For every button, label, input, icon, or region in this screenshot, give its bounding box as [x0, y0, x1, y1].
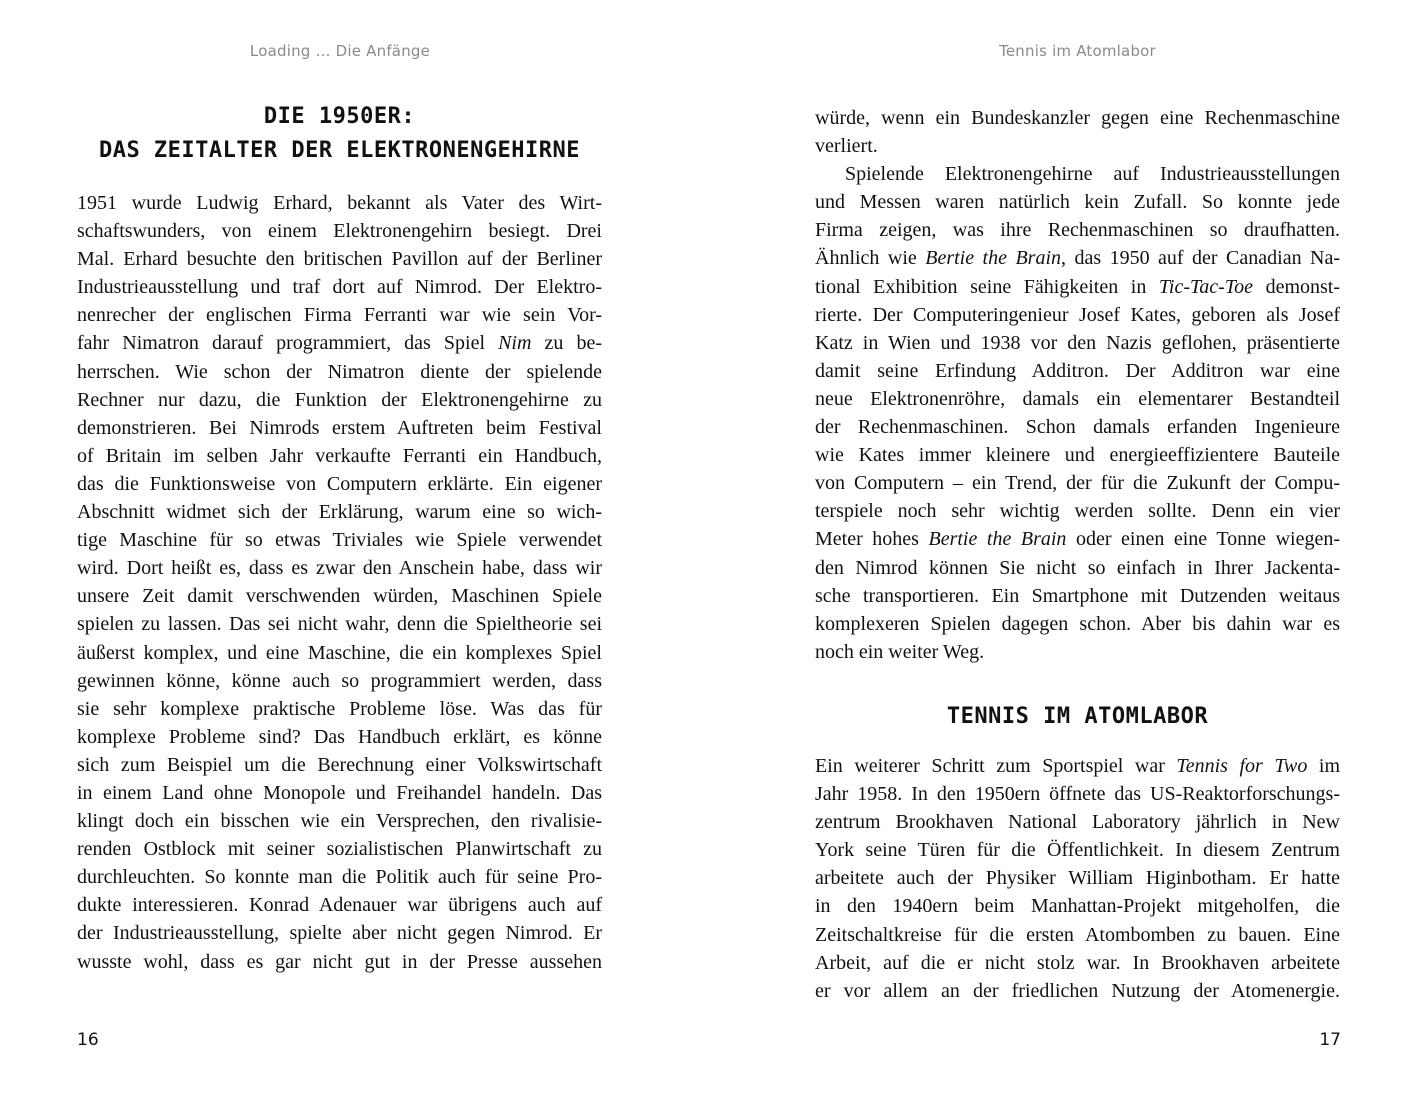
text-line: äußerst komplex, und eine Maschine, die ein komplexes Spiel: [77, 641, 602, 664]
text-line: Mal. Erhard besuchte den britischen Pavillon auf der Berliner: [77, 248, 602, 271]
text-line: sie sehr komplexe praktische Probleme löse. Was das für: [77, 697, 602, 720]
text-line: unsere Zeit damit verschwenden würden, Maschinen Spiele: [77, 585, 602, 608]
text-segment: im: [1307, 755, 1341, 777]
text-line: Arbeit, auf die er nicht stolz war. In Brookhaven arbeitete: [815, 951, 1340, 974]
text-line: Katz in Wien und 1938 vor den Nazis geflohen, präsentierte: [815, 331, 1340, 354]
text-line: damit seine Erfindung Additron. Der Additron war eine: [815, 359, 1340, 382]
text-line: Industrieausstellung und traf dort auf Nimrod. Der Elektro-: [77, 276, 602, 299]
text-line: den Nimrod können Sie nicht so einfach in Ihrer Jackenta-: [815, 556, 1340, 579]
text-line: gewinnen könne, könne auch so programmiert werden, dass: [77, 669, 602, 692]
chapter-heading-line-2: DAS ZEITALTER DER ELEKTRONENGEHIRNE: [98, 138, 581, 163]
text-segment: zu be-: [531, 332, 602, 355]
text-line: Spielende Elektronengehirne auf Industrieausstellungen: [845, 163, 1340, 186]
text-line: York seine Türen für die Öffentlichkeit. In diesem Zentrum: [815, 839, 1340, 862]
text-line: zentrum Brookhaven National Laboratory jährlich in New: [815, 811, 1340, 834]
text-line: Firma zeigen, was ihre Rechenmaschinen so draufhatten.: [815, 219, 1340, 242]
text-line: komplexeren Spielen dagegen schon. Aber bis dahin war es: [815, 612, 1340, 635]
text-segment: oder einen eine Tonne wiegen-: [1066, 528, 1340, 551]
section-heading: TENNIS IM ATOMLABOR: [946, 704, 1209, 729]
text-line: arbeitete auch der Physiker William Higinbotham. Er hatte: [815, 867, 1340, 890]
text-line: er vor allem an der friedlichen Nutzung der Atomenergie.: [815, 979, 1340, 1002]
text-line: sche transportieren. Ein Smartphone mit Dutzenden weitaus: [815, 584, 1340, 607]
text-line: das die Funktionsweise von Computern erklärte. Ein eigener: [77, 472, 602, 495]
italic-title: Tennis for Two: [1176, 755, 1308, 777]
text-segment: Ein weiterer Schritt zum Sportspiel war: [815, 755, 1177, 777]
text-line: von Computern – ein Trend, der für die Zukunft der Compu-: [815, 472, 1340, 495]
text-line: wusste wohl, dass es gar nicht gut in der Presse aussehen: [77, 950, 602, 973]
text-line: [815, 244, 1340, 272]
text-line: [815, 273, 1340, 301]
italic-title: Bertie the Brain: [925, 247, 1062, 270]
text-line: herrschen. Wie schon der Nimatron diente der spielende: [77, 360, 602, 383]
text-line: klingt doch ein bisschen wie ein Versprechen, den rivalisie-: [77, 810, 602, 833]
text-line: wird. Dort heißt es, dass es zwar den Anschein habe, dass wir: [77, 557, 602, 580]
italic-title: Bertie the Brain: [928, 528, 1067, 551]
text-line: der Industrieausstellung, spielte aber nicht gegen Nimrod. Er: [77, 922, 602, 945]
italic-title: Tic-Tac-Toe: [1158, 275, 1253, 298]
italic-title: Nim: [498, 332, 532, 355]
text-line: of Britain im selben Jahr verkaufte Ferranti ein Handbuch,: [77, 444, 602, 467]
text-line: [77, 329, 602, 357]
chapter-heading-line-1: DIE 1950ER:: [263, 104, 416, 129]
text-line: dukte interessieren. Konrad Adenauer war übrigens auch auf: [77, 894, 602, 917]
text-line: 1951 wurde Ludwig Erhard, bekannt als Vater des Wirt-: [77, 192, 602, 214]
text-line: renden Ostblock mit seiner sozialistischen Planwirtschaft zu: [77, 838, 602, 861]
text-line: verliert.: [815, 135, 878, 158]
text-line: Rechner nur dazu, die Funktion der Elektronengehirne zu: [77, 388, 602, 411]
text-line: in den 1940ern beim Manhattan-Projekt mitgeholfen, die: [815, 895, 1340, 918]
text-line: komplexe Probleme sind? Das Handbuch erklärt, es könne: [77, 725, 602, 748]
text-segment: , das 1950 auf der Canadian Na-: [1061, 247, 1341, 270]
text-line: sich zum Beispiel um die Berechnung einer Volkswirtschaft: [77, 753, 602, 776]
page-number-left: 16: [77, 1030, 99, 1050]
text-line: durchleuchten. So konnte man die Politik auch für seine Pro-: [77, 866, 602, 889]
text-line: tige Maschine für so etwas Triviales wie Spiele verwendet: [77, 529, 602, 552]
text-segment: fahr Nimatron darauf programmiert, das Spiel: [77, 332, 499, 355]
text-segment: Meter hohes: [815, 528, 929, 551]
right-page: [708, 0, 1417, 1104]
text-line: rierte. Der Computeringenieur Josef Kates, geboren als Josef: [815, 303, 1340, 326]
text-line: wie Kates immer kleinere und energieeffizientere Bauteile: [815, 444, 1340, 467]
text-line: und Messen waren natürlich kein Zufall. So konnte jede: [815, 191, 1340, 214]
text-line: noch ein weiter Weg.: [815, 640, 985, 663]
text-line: schaftswunders, von einem Elektronengehirn besiegt. Drei: [77, 220, 602, 243]
right-body-text: [815, 104, 1340, 666]
text-line: in einem Land ohne Monopole und Freihandel handeln. Das: [77, 781, 602, 804]
text-line: demonstrieren. Bei Nimrods erstem Auftreten beim Festival: [77, 416, 602, 439]
text-line: [815, 752, 1340, 780]
text-line: spielen zu lassen. Das sei nicht wahr, denn die Spieltheorie sei: [77, 613, 602, 636]
chapter-heading: [77, 100, 602, 168]
text-line: Jahr 1958. In den 1950ern öffnete das US-Reaktorforschungs-: [815, 783, 1340, 806]
left-page: [0, 0, 708, 1104]
text-line: neue Elektronenröhre, damals ein elementarer Bestandteil: [815, 387, 1340, 410]
text-segment: tional Exhibition seine Fähigkeiten in: [815, 275, 1159, 298]
text-line: Zeitschaltkreise für die ersten Atombomben zu bauen. Eine: [815, 923, 1340, 946]
left-body-text: [77, 189, 602, 976]
running-head-left: Loading … Die Anfänge: [249, 42, 431, 60]
text-segment: Ähnlich wie: [815, 247, 926, 270]
text-line: der Rechenmaschinen. Schon damals erfanden Ingenieure: [815, 416, 1340, 439]
text-line: nenrecher der englischen Firma Ferranti war wie sein Vor-: [77, 304, 602, 327]
text-line: Abschnitt widmet sich der Erklärung, warum eine so wich-: [77, 501, 602, 524]
text-line: würde, wenn ein Bundeskanzler gegen eine Rechenmaschine: [815, 107, 1340, 129]
text-line: terspiele noch sehr wichtig werden sollte. Denn ein vier: [815, 500, 1340, 523]
page-number-right: 17: [1319, 1030, 1341, 1050]
running-head-right: Tennis im Atomlabor: [999, 42, 1156, 60]
right-body-text-section: [815, 752, 1340, 1005]
text-segment: demonst-: [1253, 275, 1340, 298]
text-line: [815, 525, 1340, 553]
